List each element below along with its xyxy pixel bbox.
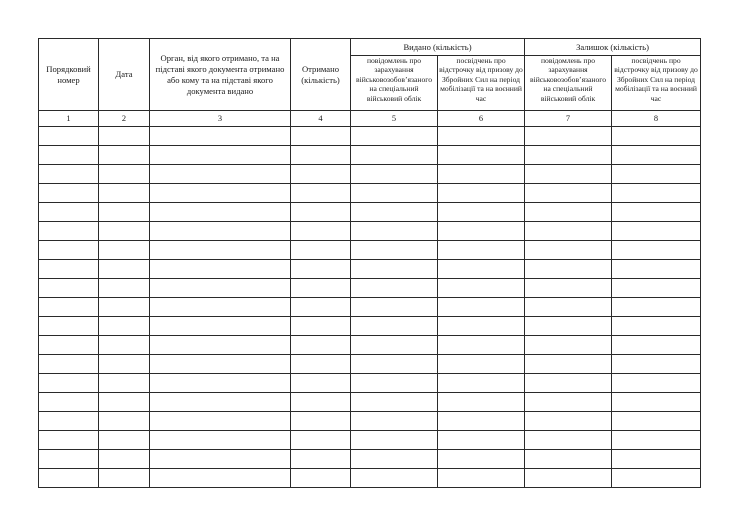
table-cell[interactable] [99,431,150,450]
table-cell[interactable] [612,127,701,146]
table-cell[interactable] [525,393,612,412]
table-row [39,222,701,241]
table-cell[interactable] [291,336,351,355]
header-serial-number: Порядковий номер [39,39,99,111]
table-cell[interactable] [612,431,701,450]
table-cell[interactable] [438,184,525,203]
registry-table [38,38,701,488]
table-cell[interactable] [99,222,150,241]
table-cell[interactable] [612,146,701,165]
table-cell[interactable] [99,450,150,469]
table-cell[interactable] [150,374,291,393]
table-cell[interactable] [525,260,612,279]
table-cell[interactable] [99,279,150,298]
table-cell[interactable] [39,146,99,165]
table-cell[interactable] [612,279,701,298]
column-number: 7 [525,111,612,127]
table-cell[interactable] [438,317,525,336]
table-cell[interactable] [150,203,291,222]
table-cell[interactable] [150,260,291,279]
table-cell[interactable] [612,260,701,279]
table-cell[interactable] [612,336,701,355]
table-cell[interactable] [438,469,525,488]
table-cell[interactable] [39,355,99,374]
table-cell[interactable] [99,393,150,412]
table-cell[interactable] [525,317,612,336]
table-cell[interactable] [612,241,701,260]
table-cell[interactable] [291,374,351,393]
table-cell[interactable] [99,146,150,165]
table-cell[interactable] [438,203,525,222]
table-cell[interactable] [150,127,291,146]
table-cell[interactable] [39,203,99,222]
table-cell[interactable] [39,279,99,298]
table-cell[interactable] [99,355,150,374]
table-cell[interactable] [99,165,150,184]
table-cell[interactable] [351,260,438,279]
table-cell[interactable] [150,222,291,241]
column-number: 8 [612,111,701,127]
table-cell[interactable] [351,203,438,222]
table-cell[interactable] [39,393,99,412]
table-cell[interactable] [99,241,150,260]
table-cell[interactable] [438,146,525,165]
table-cell[interactable] [150,184,291,203]
table-cell[interactable] [525,184,612,203]
table-cell[interactable] [39,431,99,450]
table-cell[interactable] [39,336,99,355]
table-cell[interactable] [291,393,351,412]
table-cell[interactable] [525,431,612,450]
column-number-row [39,111,701,127]
column-number: 4 [291,111,351,127]
table-cell[interactable] [150,355,291,374]
table-row [39,336,701,355]
table-cell[interactable] [438,393,525,412]
table-cell[interactable] [351,317,438,336]
table-cell[interactable] [39,450,99,469]
table-cell[interactable] [351,165,438,184]
table-cell[interactable] [99,374,150,393]
table-cell[interactable] [525,450,612,469]
table-cell[interactable] [291,279,351,298]
table-cell[interactable] [150,298,291,317]
table-cell[interactable] [291,469,351,488]
table-cell[interactable] [612,165,701,184]
table-cell[interactable] [525,127,612,146]
table-cell[interactable] [39,298,99,317]
column-number: 6 [438,111,525,127]
table-cell[interactable] [525,165,612,184]
table-cell[interactable] [438,298,525,317]
table-cell[interactable] [612,298,701,317]
header-issued-group: Видано (кількість) [351,39,525,56]
table-cell[interactable] [150,450,291,469]
table-cell[interactable] [525,355,612,374]
table-cell[interactable] [612,374,701,393]
header-date: Дата [99,39,150,111]
table-cell[interactable] [39,317,99,336]
table-cell[interactable] [150,412,291,431]
table-cell[interactable] [438,450,525,469]
table-cell[interactable] [99,260,150,279]
table-cell[interactable] [99,469,150,488]
table-cell[interactable] [612,222,701,241]
table-cell[interactable] [150,146,291,165]
table-cell[interactable] [291,203,351,222]
table-cell[interactable] [525,412,612,431]
table-cell[interactable] [612,450,701,469]
table-row [39,184,701,203]
table-cell[interactable] [291,298,351,317]
table-cell[interactable] [351,241,438,260]
table-row [39,146,701,165]
table-row [39,393,701,412]
column-number: 3 [150,111,291,127]
table-cell[interactable] [525,146,612,165]
table-cell[interactable] [351,412,438,431]
table-cell[interactable] [150,165,291,184]
header-authority: Орган, від якого отримано, та на підставі якого документа отримано або кому та на підставі якого документа видано [150,39,291,111]
table-cell[interactable] [39,412,99,431]
table-cell[interactable] [99,412,150,431]
table-cell[interactable] [291,355,351,374]
table-cell[interactable] [612,184,701,203]
table-cell[interactable] [438,241,525,260]
table-cell[interactable] [291,260,351,279]
table-cell[interactable] [39,222,99,241]
table-cell[interactable] [438,374,525,393]
table-cell[interactable] [351,393,438,412]
table-cell[interactable] [438,355,525,374]
table-row [39,165,701,184]
table-cell[interactable] [612,393,701,412]
header-issued-certificates: посвідчень про відстрочку від призову до Збройних Сил на період мобілізації та на воєнний час [438,56,525,111]
table-cell[interactable] [150,393,291,412]
table-cell[interactable] [438,260,525,279]
table-cell[interactable] [612,355,701,374]
table-cell[interactable] [438,127,525,146]
table-cell[interactable] [39,260,99,279]
header-received: Отримано (кількість) [291,39,351,111]
table-cell[interactable] [291,317,351,336]
table-cell[interactable] [291,450,351,469]
journal-form [38,38,700,488]
table-row [39,127,701,146]
column-number: 2 [99,111,150,127]
table-cell[interactable] [351,184,438,203]
table-row [39,241,701,260]
table-cell[interactable] [525,336,612,355]
table-cell[interactable] [150,336,291,355]
table-cell[interactable] [99,127,150,146]
table-cell[interactable] [351,222,438,241]
table-cell[interactable] [351,469,438,488]
table-cell[interactable] [291,146,351,165]
table-cell[interactable] [351,431,438,450]
table-row [39,260,701,279]
table-cell[interactable] [351,355,438,374]
header-balance-notifications: повідомлень про зарахування військовозобов’язаного на спеціальний військовий облік [525,56,612,111]
table-cell[interactable] [291,241,351,260]
table-cell[interactable] [438,431,525,450]
table-cell[interactable] [291,412,351,431]
table-cell[interactable] [351,336,438,355]
table-cell[interactable] [99,203,150,222]
table-cell[interactable] [99,317,150,336]
table-cell[interactable] [39,469,99,488]
table-cell[interactable] [525,279,612,298]
table-cell[interactable] [438,336,525,355]
table-cell[interactable] [150,469,291,488]
table-cell[interactable] [438,279,525,298]
table-cell[interactable] [438,412,525,431]
table-cell[interactable] [351,146,438,165]
table-row [39,412,701,431]
table-row [39,374,701,393]
table-cell[interactable] [150,241,291,260]
table-row [39,450,701,469]
table-cell[interactable] [525,222,612,241]
table-cell[interactable] [525,241,612,260]
table-cell[interactable] [291,165,351,184]
table-row [39,355,701,374]
table-cell[interactable] [39,374,99,393]
table-cell[interactable] [351,298,438,317]
table-row [39,469,701,488]
table-cell[interactable] [99,298,150,317]
table-cell[interactable] [612,469,701,488]
table-row [39,431,701,450]
table-cell[interactable] [291,431,351,450]
table-cell[interactable] [438,165,525,184]
table-row [39,203,701,222]
table-cell[interactable] [39,241,99,260]
table-cell[interactable] [525,469,612,488]
table-cell[interactable] [291,222,351,241]
table-row [39,298,701,317]
table-cell[interactable] [612,317,701,336]
header-issued-notifications: повідомлень про зарахування військовозобов’язаного на спеціальний військовий облік [351,56,438,111]
table-row [39,317,701,336]
header-balance-certificates: посвідчень про відстрочку від призову до Збройних Сил на період мобілізації та на воєнний час [612,56,701,111]
table-cell[interactable] [150,279,291,298]
table-row [39,279,701,298]
table-cell[interactable] [438,222,525,241]
table-cell[interactable] [525,374,612,393]
table-cell[interactable] [351,279,438,298]
table-cell[interactable] [525,203,612,222]
table-cell[interactable] [39,165,99,184]
table-cell[interactable] [612,412,701,431]
table-cell[interactable] [39,127,99,146]
table-cell[interactable] [351,450,438,469]
table-cell[interactable] [99,184,150,203]
table-cell[interactable] [612,203,701,222]
table-cell[interactable] [351,127,438,146]
table-cell[interactable] [99,336,150,355]
table-cell[interactable] [291,184,351,203]
table-cell[interactable] [291,127,351,146]
header-balance-group: Залишок (кількість) [525,39,701,56]
table-cell[interactable] [150,317,291,336]
table-cell[interactable] [150,431,291,450]
table-cell[interactable] [39,184,99,203]
table-cell[interactable] [525,298,612,317]
column-number: 1 [39,111,99,127]
column-number: 5 [351,111,438,127]
table-cell[interactable] [351,374,438,393]
